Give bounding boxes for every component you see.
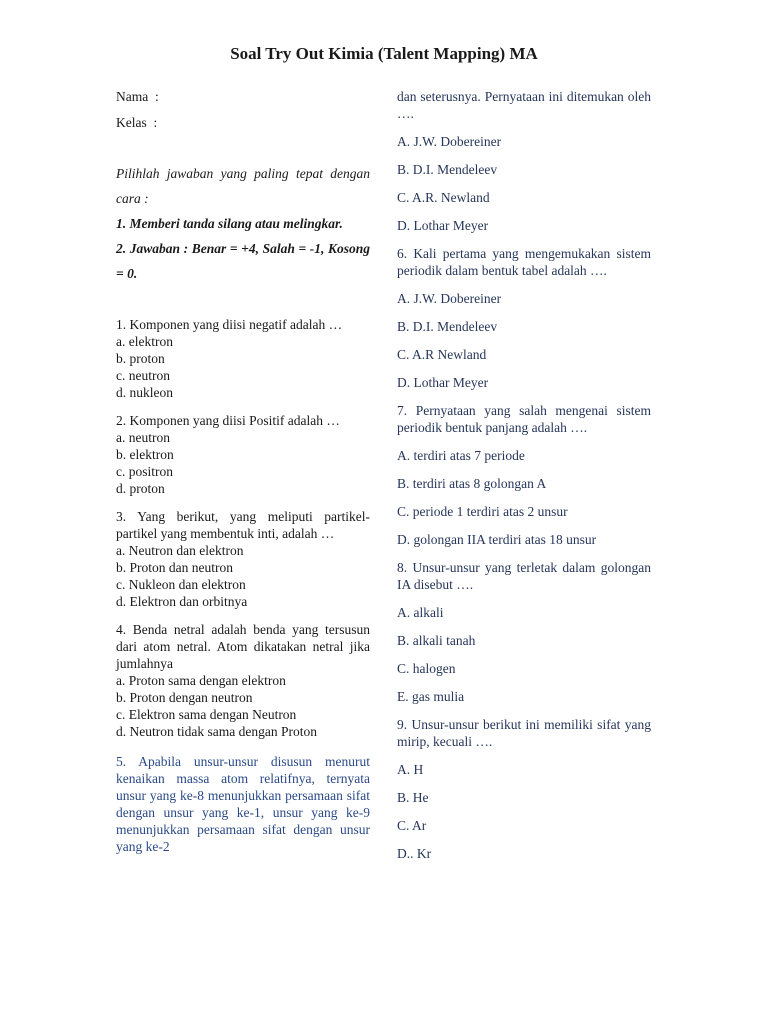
question-6 [397, 245, 651, 391]
question-text: 5. Apabila unsur-unsur disusun menurut kenaikan massa atom relatifnya, ternyata unsur yang ke-8 menunjukkan persamaan sifat dengan unsur yang ke-1, unsur yang ke-9 menunjukkan persamaan sifat dengan unsur yang ke-2 [116, 754, 370, 854]
answer-option[interactable]: C. Ar [397, 818, 427, 833]
left-column [116, 88, 370, 855]
answer-option[interactable]: A. J.W. Dobereiner [397, 134, 502, 149]
question-4 [116, 621, 370, 740]
answer-option[interactable]: D. Lothar Meyer [397, 375, 489, 390]
question-text: 3. Yang berikut, yang meliputi partikel-partikel yang membentuk inti, adalah … [116, 509, 370, 541]
answer-option[interactable]: b. elektron [116, 447, 174, 462]
answer-option[interactable]: D. Lothar Meyer [397, 218, 489, 233]
question-text: 8. Unsur-unsur yang terletak dalam golongan IA disebut …. [397, 560, 651, 592]
question-7 [397, 402, 651, 548]
kelas-label: Kelas : [116, 115, 158, 130]
answer-option[interactable]: b. Proton dengan neutron [116, 690, 253, 705]
answer-option[interactable]: a. neutron [116, 430, 170, 445]
question-2 [116, 412, 370, 497]
answer-option[interactable]: a. Neutron dan elektron [116, 543, 244, 558]
answer-option[interactable]: d. proton [116, 481, 165, 496]
question-text: 6. Kali pertama yang mengemukakan sistem periodik dalam bentuk tabel adalah …. [397, 246, 651, 278]
nama-label: Nama : [116, 89, 159, 104]
question-8 [397, 559, 651, 705]
question-text: 1. Komponen yang diisi negatif adalah … [116, 317, 343, 332]
answer-option[interactable]: A. H [397, 762, 424, 777]
answer-option[interactable]: B. D.I. Mendeleev [397, 162, 498, 177]
answer-option[interactable]: b. Proton dan neutron [116, 560, 233, 575]
answer-option[interactable]: B. He [397, 790, 429, 805]
answer-option[interactable]: d. nukleon [116, 385, 173, 400]
answer-option[interactable]: d. Elektron dan orbitnya [116, 594, 248, 609]
answer-option[interactable]: A. terdiri atas 7 periode [397, 448, 525, 463]
question-text: 7. Pernyataan yang salah mengenai sistem periodik bentuk panjang adalah …. [397, 403, 651, 435]
instruction-text: Pilihlah jawaban yang paling tepat dengan cara : [116, 166, 370, 206]
question-text-continued: dan seterusnya. Pernyataan ini ditemukan oleh …. [397, 89, 651, 121]
instruction-rule-2: 2. Jawaban : Benar = +4, Salah = -1, Kosong = 0. [116, 241, 370, 281]
answer-option[interactable]: B. alkali tanah [397, 633, 476, 648]
question-5 [116, 753, 370, 855]
question-text: 9. Unsur-unsur berikut ini memiliki sifat yang mirip, kecuali …. [397, 717, 651, 749]
answer-option[interactable]: D.. Kr [397, 846, 432, 861]
answer-option[interactable]: C. A.R Newland [397, 347, 487, 362]
answer-option[interactable]: c. positron [116, 464, 173, 479]
answer-option[interactable]: b. proton [116, 351, 165, 366]
answer-option[interactable]: B. D.I. Mendeleev [397, 319, 498, 334]
answer-option[interactable]: A. J.W. Dobereiner [397, 291, 502, 306]
question-9 [397, 716, 651, 862]
page-title: Soal Try Out Kimia (Talent Mapping) MA [230, 44, 538, 63]
question-text: 2. Komponen yang diisi Positif adalah … [116, 413, 340, 428]
answer-option[interactable]: C. periode 1 terdiri atas 2 unsur [397, 504, 568, 519]
question-5-continued [397, 88, 651, 234]
answer-option[interactable]: c. neutron [116, 368, 170, 383]
answer-option[interactable]: c. Elektron sama dengan Neutron [116, 707, 297, 722]
answer-option[interactable]: a. elektron [116, 334, 173, 349]
instruction-rule-1: 1. Memberi tanda silang atau melingkar. [116, 216, 343, 231]
question-1 [116, 316, 370, 401]
answer-option[interactable]: B. terdiri atas 8 golongan A [397, 476, 547, 491]
answer-option[interactable]: c. Nukleon dan elektron [116, 577, 246, 592]
answer-option[interactable]: a. Proton sama dengan elektron [116, 673, 286, 688]
answer-option[interactable]: E. gas mulia [397, 689, 465, 704]
answer-option[interactable]: d. Neutron tidak sama dengan Proton [116, 724, 317, 739]
question-text: 4. Benda netral adalah benda yang tersusun dari atom netral. Atom dikatakan netral jika jumlahnya [116, 622, 370, 671]
question-3 [116, 508, 370, 610]
right-column [397, 88, 651, 862]
answer-option[interactable]: C. halogen [397, 661, 456, 676]
answer-option[interactable]: C. A.R. Newland [397, 190, 490, 205]
answer-option[interactable]: D. golongan IIA terdiri atas 18 unsur [397, 532, 597, 547]
answer-option[interactable]: A. alkali [397, 605, 444, 620]
